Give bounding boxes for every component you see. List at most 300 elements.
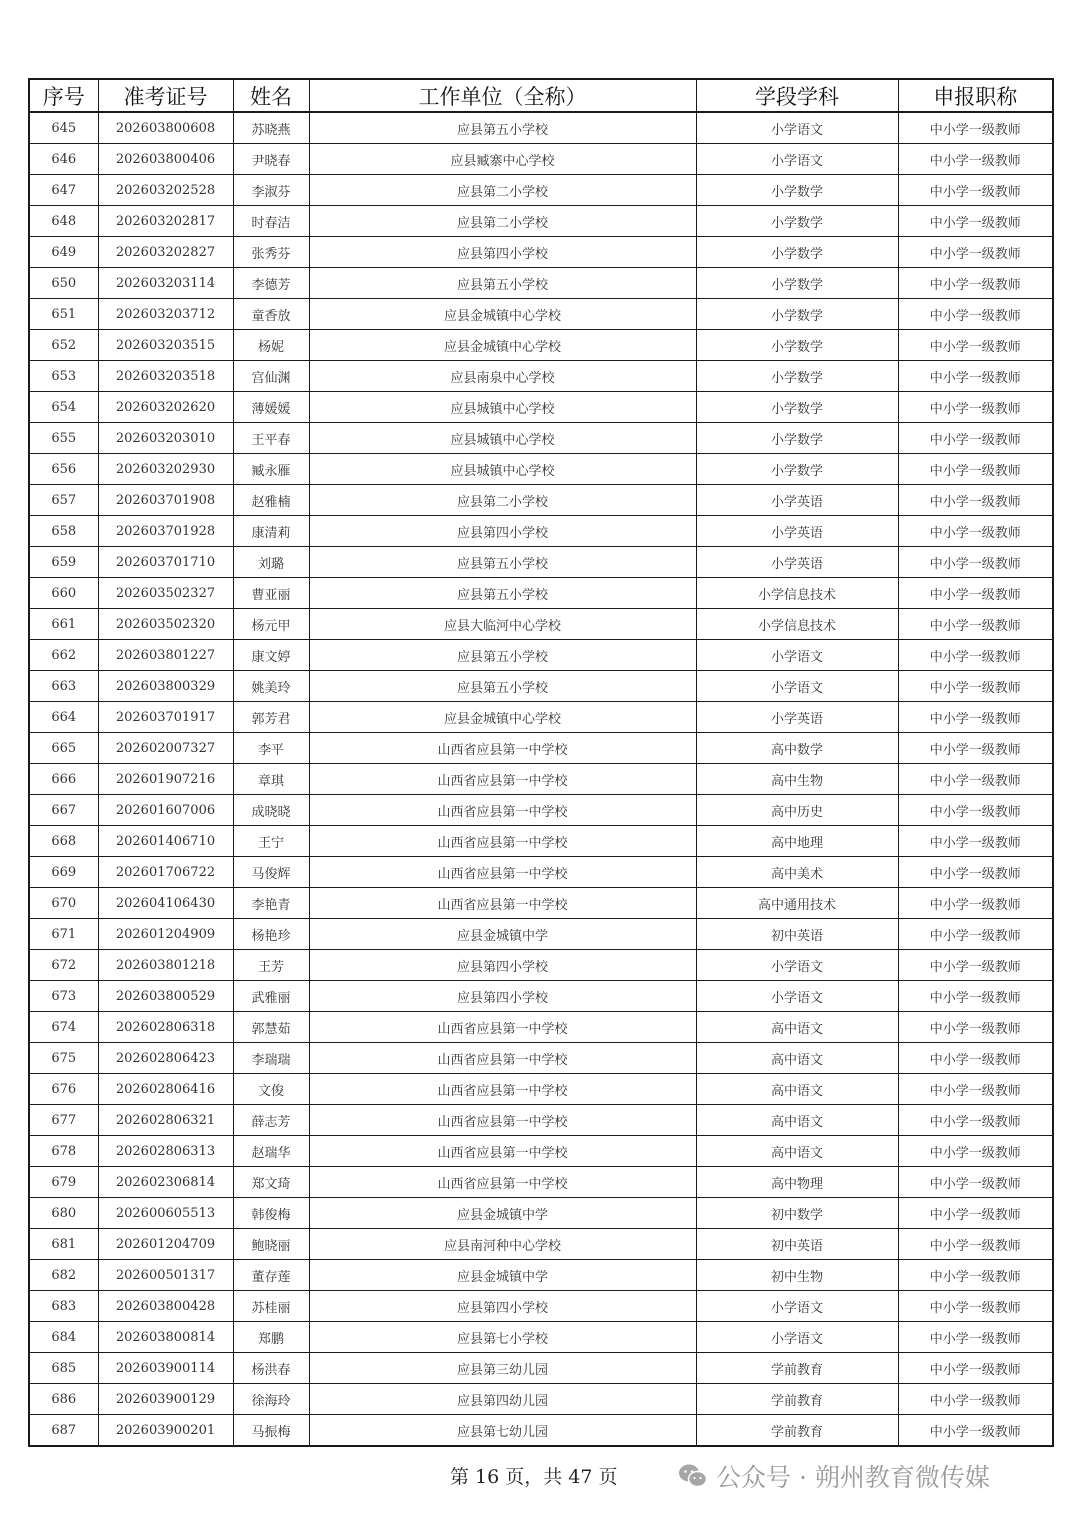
table-row [29,1167,1053,1198]
cell-subject: 小学信息技术 [696,578,898,609]
cell-workplace: 应县金城镇中学 [309,1198,696,1229]
cell-name: 童香放 [233,299,309,330]
cell-title: 中小学一级教师 [898,1353,1053,1384]
cell-workplace: 山西省应县第一中学校 [309,1167,696,1198]
cell-title: 中小学一级教师 [898,1291,1053,1322]
cell-workplace: 应县第五小学校 [309,640,696,671]
cell-workplace: 应县城镇中心学校 [309,423,696,454]
cell-subject: 小学语文 [696,640,898,671]
cell-exam-number: 202602306814 [98,1167,233,1198]
cell-workplace: 应县第五小学校 [309,671,696,702]
cell-title: 中小学一级教师 [898,1043,1053,1074]
table-row [29,330,1053,361]
cell-exam-number: 202603202827 [98,237,233,268]
table-row [29,1198,1053,1229]
table-row [29,423,1053,454]
cell-title: 中小学一级教师 [898,485,1053,516]
cell-workplace: 应县臧寨中心学校 [309,144,696,175]
cell-index: 681 [29,1229,98,1260]
cell-exam-number: 202603800814 [98,1322,233,1353]
cell-name: 康清莉 [233,516,309,547]
table-row [29,1074,1053,1105]
cell-name: 李瑞瑞 [233,1043,309,1074]
cell-workplace: 应县第四小学校 [309,950,696,981]
cell-exam-number: 202603203515 [98,330,233,361]
cell-title: 中小学一级教师 [898,1105,1053,1136]
cell-name: 李艳青 [233,888,309,919]
table-row [29,640,1053,671]
table-row [29,1229,1053,1260]
cell-subject: 高中地理 [696,826,898,857]
cell-index: 675 [29,1043,98,1074]
cell-name: 董存莲 [233,1260,309,1291]
cell-name: 鲍晓丽 [233,1229,309,1260]
page-number: 第 16 页，共 47 页 [450,1466,618,1488]
cell-title: 中小学一级教师 [898,1167,1053,1198]
cell-workplace: 应县第五小学校 [309,112,696,144]
cell-title: 中小学一级教师 [898,299,1053,330]
cell-name: 杨妮 [233,330,309,361]
cell-index: 684 [29,1322,98,1353]
cell-subject: 小学数学 [696,206,898,237]
table-row [29,1043,1053,1074]
cell-exam-number: 202603900201 [98,1415,233,1447]
cell-exam-number: 202603801227 [98,640,233,671]
cell-index: 650 [29,268,98,299]
cell-subject: 高中历史 [696,795,898,826]
cell-index: 669 [29,857,98,888]
cell-workplace: 应县金城镇中学 [309,1260,696,1291]
cell-subject: 高中语文 [696,1012,898,1043]
cell-index: 645 [29,112,98,144]
cell-subject: 小学语文 [696,950,898,981]
cell-subject: 高中语文 [696,1136,898,1167]
cell-workplace: 山西省应县第一中学校 [309,1043,696,1074]
cell-workplace: 应县第四小学校 [309,237,696,268]
cell-index: 651 [29,299,98,330]
cell-exam-number: 202602806313 [98,1136,233,1167]
table-row [29,764,1053,795]
cell-index: 668 [29,826,98,857]
cell-workplace: 山西省应县第一中学校 [309,1074,696,1105]
cell-subject: 高中数学 [696,733,898,764]
cell-name: 尹晓春 [233,144,309,175]
cell-index: 679 [29,1167,98,1198]
cell-title: 中小学一级教师 [898,268,1053,299]
cell-workplace: 山西省应县第一中学校 [309,857,696,888]
cell-title: 中小学一级教师 [898,454,1053,485]
cell-workplace: 应县第四小学校 [309,1291,696,1322]
cell-exam-number: 202602007327 [98,733,233,764]
cell-subject: 小学数学 [696,423,898,454]
cell-index: 670 [29,888,98,919]
table-row [29,888,1053,919]
cell-workplace: 应县大临河中心学校 [309,609,696,640]
cell-workplace: 应县第五小学校 [309,268,696,299]
cell-title: 中小学一级教师 [898,981,1053,1012]
cell-index: 653 [29,361,98,392]
cell-workplace: 应县城镇中心学校 [309,392,696,423]
cell-exam-number: 202601204909 [98,919,233,950]
cell-name: 杨艳珍 [233,919,309,950]
cell-workplace: 应县南泉中心学校 [309,361,696,392]
cell-subject: 初中数学 [696,1198,898,1229]
cell-index: 649 [29,237,98,268]
cell-exam-number: 202600605513 [98,1198,233,1229]
cell-workplace: 山西省应县第一中学校 [309,1136,696,1167]
cell-exam-number: 202603800529 [98,981,233,1012]
cell-name: 郑文琦 [233,1167,309,1198]
cell-subject: 小学信息技术 [696,609,898,640]
cell-subject: 小学数学 [696,175,898,206]
cell-title: 中小学一级教师 [898,671,1053,702]
cell-exam-number: 202603801218 [98,950,233,981]
cell-title: 中小学一级教师 [898,1260,1053,1291]
cell-title: 中小学一级教师 [898,1415,1053,1447]
table-body [29,112,1053,1446]
cell-title: 中小学一级教师 [898,857,1053,888]
table-row [29,237,1053,268]
cell-subject: 小学英语 [696,702,898,733]
cell-exam-number: 202601406710 [98,826,233,857]
cell-exam-number: 202603203712 [98,299,233,330]
cell-workplace: 应县金城镇中心学校 [309,330,696,361]
cell-subject: 高中美术 [696,857,898,888]
cell-workplace: 应县第四小学校 [309,516,696,547]
cell-index: 671 [29,919,98,950]
cell-exam-number: 202603202817 [98,206,233,237]
cell-exam-number: 202601204709 [98,1229,233,1260]
cell-name: 马俊辉 [233,857,309,888]
cell-index: 685 [29,1353,98,1384]
cell-name: 郭慧茹 [233,1012,309,1043]
cell-title: 中小学一级教师 [898,609,1053,640]
cell-subject: 小学语文 [696,112,898,144]
cell-subject: 学前教育 [696,1384,898,1415]
table-row [29,112,1053,144]
cell-exam-number: 202603502320 [98,609,233,640]
cell-subject: 小学数学 [696,299,898,330]
cell-subject: 小学语文 [696,1322,898,1353]
cell-title: 中小学一级教师 [898,950,1053,981]
cell-exam-number: 202602806318 [98,1012,233,1043]
cell-title: 中小学一级教师 [898,330,1053,361]
table-row [29,981,1053,1012]
table-row [29,1260,1053,1291]
watermark [678,1458,990,1494]
cell-title: 中小学一级教师 [898,888,1053,919]
cell-subject: 小学语文 [696,671,898,702]
cell-index: 656 [29,454,98,485]
table-row [29,1322,1053,1353]
cell-subject: 小学数学 [696,361,898,392]
cell-index: 666 [29,764,98,795]
cell-subject: 学前教育 [696,1353,898,1384]
cell-exam-number: 202602806423 [98,1043,233,1074]
cell-workplace: 应县第七幼儿园 [309,1415,696,1447]
cell-index: 663 [29,671,98,702]
cell-workplace: 应县第二小学校 [309,175,696,206]
cell-subject: 小学英语 [696,516,898,547]
cell-title: 中小学一级教师 [898,237,1053,268]
cell-index: 659 [29,547,98,578]
table-row [29,578,1053,609]
cell-title: 中小学一级教师 [898,175,1053,206]
candidate-table [28,78,1054,1447]
cell-name: 文俊 [233,1074,309,1105]
cell-name: 赵雅楠 [233,485,309,516]
table-row [29,857,1053,888]
cell-title: 中小学一级教师 [898,795,1053,826]
header-name: 姓名 [233,79,309,112]
table-row [29,268,1053,299]
table-row [29,671,1053,702]
cell-name: 李淑芬 [233,175,309,206]
table-row [29,1136,1053,1167]
cell-exam-number: 202603900114 [98,1353,233,1384]
header-subject: 学段学科 [696,79,898,112]
cell-name: 刘璐 [233,547,309,578]
table-row [29,175,1053,206]
cell-subject: 高中物理 [696,1167,898,1198]
cell-index: 682 [29,1260,98,1291]
cell-index: 677 [29,1105,98,1136]
cell-name: 姚美玲 [233,671,309,702]
cell-title: 中小学一级教师 [898,112,1053,144]
cell-exam-number: 202603202930 [98,454,233,485]
cell-workplace: 山西省应县第一中学校 [309,764,696,795]
cell-title: 中小学一级教师 [898,1322,1053,1353]
cell-workplace: 应县第二小学校 [309,206,696,237]
cell-index: 673 [29,981,98,1012]
header-title: 申报职称 [898,79,1053,112]
cell-exam-number: 202603502327 [98,578,233,609]
cell-index: 667 [29,795,98,826]
cell-index: 678 [29,1136,98,1167]
cell-exam-number: 202603800608 [98,112,233,144]
cell-name: 康文婷 [233,640,309,671]
table-row [29,1291,1053,1322]
table-row [29,361,1053,392]
table-row [29,547,1053,578]
cell-title: 中小学一级教师 [898,1229,1053,1260]
cell-name: 薛志芳 [233,1105,309,1136]
cell-title: 中小学一级教师 [898,361,1053,392]
cell-title: 中小学一级教师 [898,1198,1053,1229]
cell-index: 686 [29,1384,98,1415]
cell-workplace: 山西省应县第一中学校 [309,1012,696,1043]
cell-exam-number: 202601607006 [98,795,233,826]
cell-index: 646 [29,144,98,175]
cell-exam-number: 202603701710 [98,547,233,578]
cell-name: 曹亚丽 [233,578,309,609]
cell-exam-number: 202603800329 [98,671,233,702]
cell-workplace: 应县金城镇中学 [309,919,696,950]
cell-index: 672 [29,950,98,981]
cell-name: 章琪 [233,764,309,795]
table-row [29,1353,1053,1384]
table-row [29,826,1053,857]
cell-name: 李平 [233,733,309,764]
table-row [29,1012,1053,1043]
cell-index: 687 [29,1415,98,1447]
cell-workplace: 应县金城镇中心学校 [309,702,696,733]
table-row [29,1384,1053,1415]
cell-title: 中小学一级教师 [898,702,1053,733]
cell-subject: 小学数学 [696,268,898,299]
cell-subject: 初中英语 [696,919,898,950]
cell-index: 662 [29,640,98,671]
cell-name: 臧永雁 [233,454,309,485]
cell-index: 665 [29,733,98,764]
table-row [29,919,1053,950]
cell-subject: 学前教育 [696,1415,898,1447]
cell-workplace: 山西省应县第一中学校 [309,795,696,826]
table-row [29,454,1053,485]
cell-exam-number: 202604106430 [98,888,233,919]
cell-name: 李德芳 [233,268,309,299]
cell-workplace: 应县第七小学校 [309,1322,696,1353]
table-row [29,609,1053,640]
cell-exam-number: 202603202620 [98,392,233,423]
cell-index: 674 [29,1012,98,1043]
cell-title: 中小学一级教师 [898,392,1053,423]
cell-exam-number: 202601706722 [98,857,233,888]
table-row [29,516,1053,547]
cell-workplace: 山西省应县第一中学校 [309,733,696,764]
cell-workplace: 应县第四小学校 [309,981,696,1012]
cell-exam-number: 202603800428 [98,1291,233,1322]
cell-index: 654 [29,392,98,423]
cell-index: 658 [29,516,98,547]
cell-subject: 小学数学 [696,237,898,268]
cell-title: 中小学一级教师 [898,764,1053,795]
cell-index: 648 [29,206,98,237]
table-row [29,392,1053,423]
cell-exam-number: 202603800406 [98,144,233,175]
cell-subject: 小学语文 [696,981,898,1012]
cell-workplace: 山西省应县第一中学校 [309,888,696,919]
cell-name: 苏桂丽 [233,1291,309,1322]
cell-subject: 初中生物 [696,1260,898,1291]
cell-name: 宫仙渊 [233,361,309,392]
table-row [29,206,1053,237]
cell-title: 中小学一级教师 [898,1074,1053,1105]
cell-name: 王芳 [233,950,309,981]
cell-title: 中小学一级教师 [898,733,1053,764]
cell-name: 徐海玲 [233,1384,309,1415]
header-workplace: 工作单位（全称） [309,79,696,112]
cell-title: 中小学一级教师 [898,423,1053,454]
cell-subject: 初中英语 [696,1229,898,1260]
cell-subject: 高中语文 [696,1043,898,1074]
cell-index: 655 [29,423,98,454]
cell-name: 杨洪春 [233,1353,309,1384]
table-row [29,1105,1053,1136]
cell-name: 王宁 [233,826,309,857]
cell-index: 647 [29,175,98,206]
cell-exam-number: 202603900129 [98,1384,233,1415]
cell-name: 武雅丽 [233,981,309,1012]
cell-title: 中小学一级教师 [898,1384,1053,1415]
cell-index: 652 [29,330,98,361]
cell-subject: 高中通用技术 [696,888,898,919]
cell-exam-number: 202601907216 [98,764,233,795]
cell-subject: 小学数学 [696,454,898,485]
cell-workplace: 应县第三幼儿园 [309,1353,696,1384]
cell-index: 660 [29,578,98,609]
cell-name: 成晓晓 [233,795,309,826]
cell-exam-number: 202603701928 [98,516,233,547]
cell-subject: 高中语文 [696,1105,898,1136]
cell-index: 664 [29,702,98,733]
cell-title: 中小学一级教师 [898,144,1053,175]
wechat-icon [678,1463,708,1489]
cell-name: 张秀芬 [233,237,309,268]
cell-exam-number: 202602806321 [98,1105,233,1136]
cell-workplace: 山西省应县第一中学校 [309,1105,696,1136]
cell-subject: 小学英语 [696,547,898,578]
cell-name: 杨元甲 [233,609,309,640]
header-exam-number: 准考证号 [98,79,233,112]
cell-workplace: 应县第四幼儿园 [309,1384,696,1415]
cell-workplace: 应县城镇中心学校 [309,454,696,485]
cell-title: 中小学一级教师 [898,919,1053,950]
cell-exam-number: 202603701908 [98,485,233,516]
cell-title: 中小学一级教师 [898,578,1053,609]
cell-name: 郑鹏 [233,1322,309,1353]
cell-subject: 小学语文 [696,144,898,175]
table-row [29,1415,1053,1447]
cell-workplace: 应县金城镇中心学校 [309,299,696,330]
table-row [29,795,1053,826]
cell-name: 时春洁 [233,206,309,237]
cell-subject: 小学数学 [696,330,898,361]
cell-exam-number: 202603203010 [98,423,233,454]
cell-name: 赵瑞华 [233,1136,309,1167]
cell-name: 马振梅 [233,1415,309,1447]
watermark-text: 公众号 · 朔州教育微传媒 [716,1463,990,1492]
table-row [29,733,1053,764]
cell-subject: 高中生物 [696,764,898,795]
cell-index: 680 [29,1198,98,1229]
cell-title: 中小学一级教师 [898,826,1053,857]
table-row [29,950,1053,981]
cell-workplace: 应县南河种中心学校 [309,1229,696,1260]
cell-title: 中小学一级教师 [898,640,1053,671]
cell-exam-number: 202602806416 [98,1074,233,1105]
table-header-row [29,79,1053,112]
cell-index: 657 [29,485,98,516]
cell-subject: 高中语文 [696,1074,898,1105]
cell-exam-number: 202603203518 [98,361,233,392]
cell-subject: 小学数学 [696,392,898,423]
table-row [29,702,1053,733]
cell-name: 郭芳君 [233,702,309,733]
cell-exam-number: 202603202528 [98,175,233,206]
table-row [29,144,1053,175]
cell-workplace: 应县第五小学校 [309,578,696,609]
cell-exam-number: 202603701917 [98,702,233,733]
table-row [29,299,1053,330]
cell-index: 676 [29,1074,98,1105]
header-index: 序号 [29,79,98,112]
cell-name: 王平春 [233,423,309,454]
cell-subject: 小学英语 [696,485,898,516]
cell-name: 苏晓燕 [233,112,309,144]
cell-workplace: 应县第五小学校 [309,547,696,578]
cell-workplace: 应县第二小学校 [309,485,696,516]
